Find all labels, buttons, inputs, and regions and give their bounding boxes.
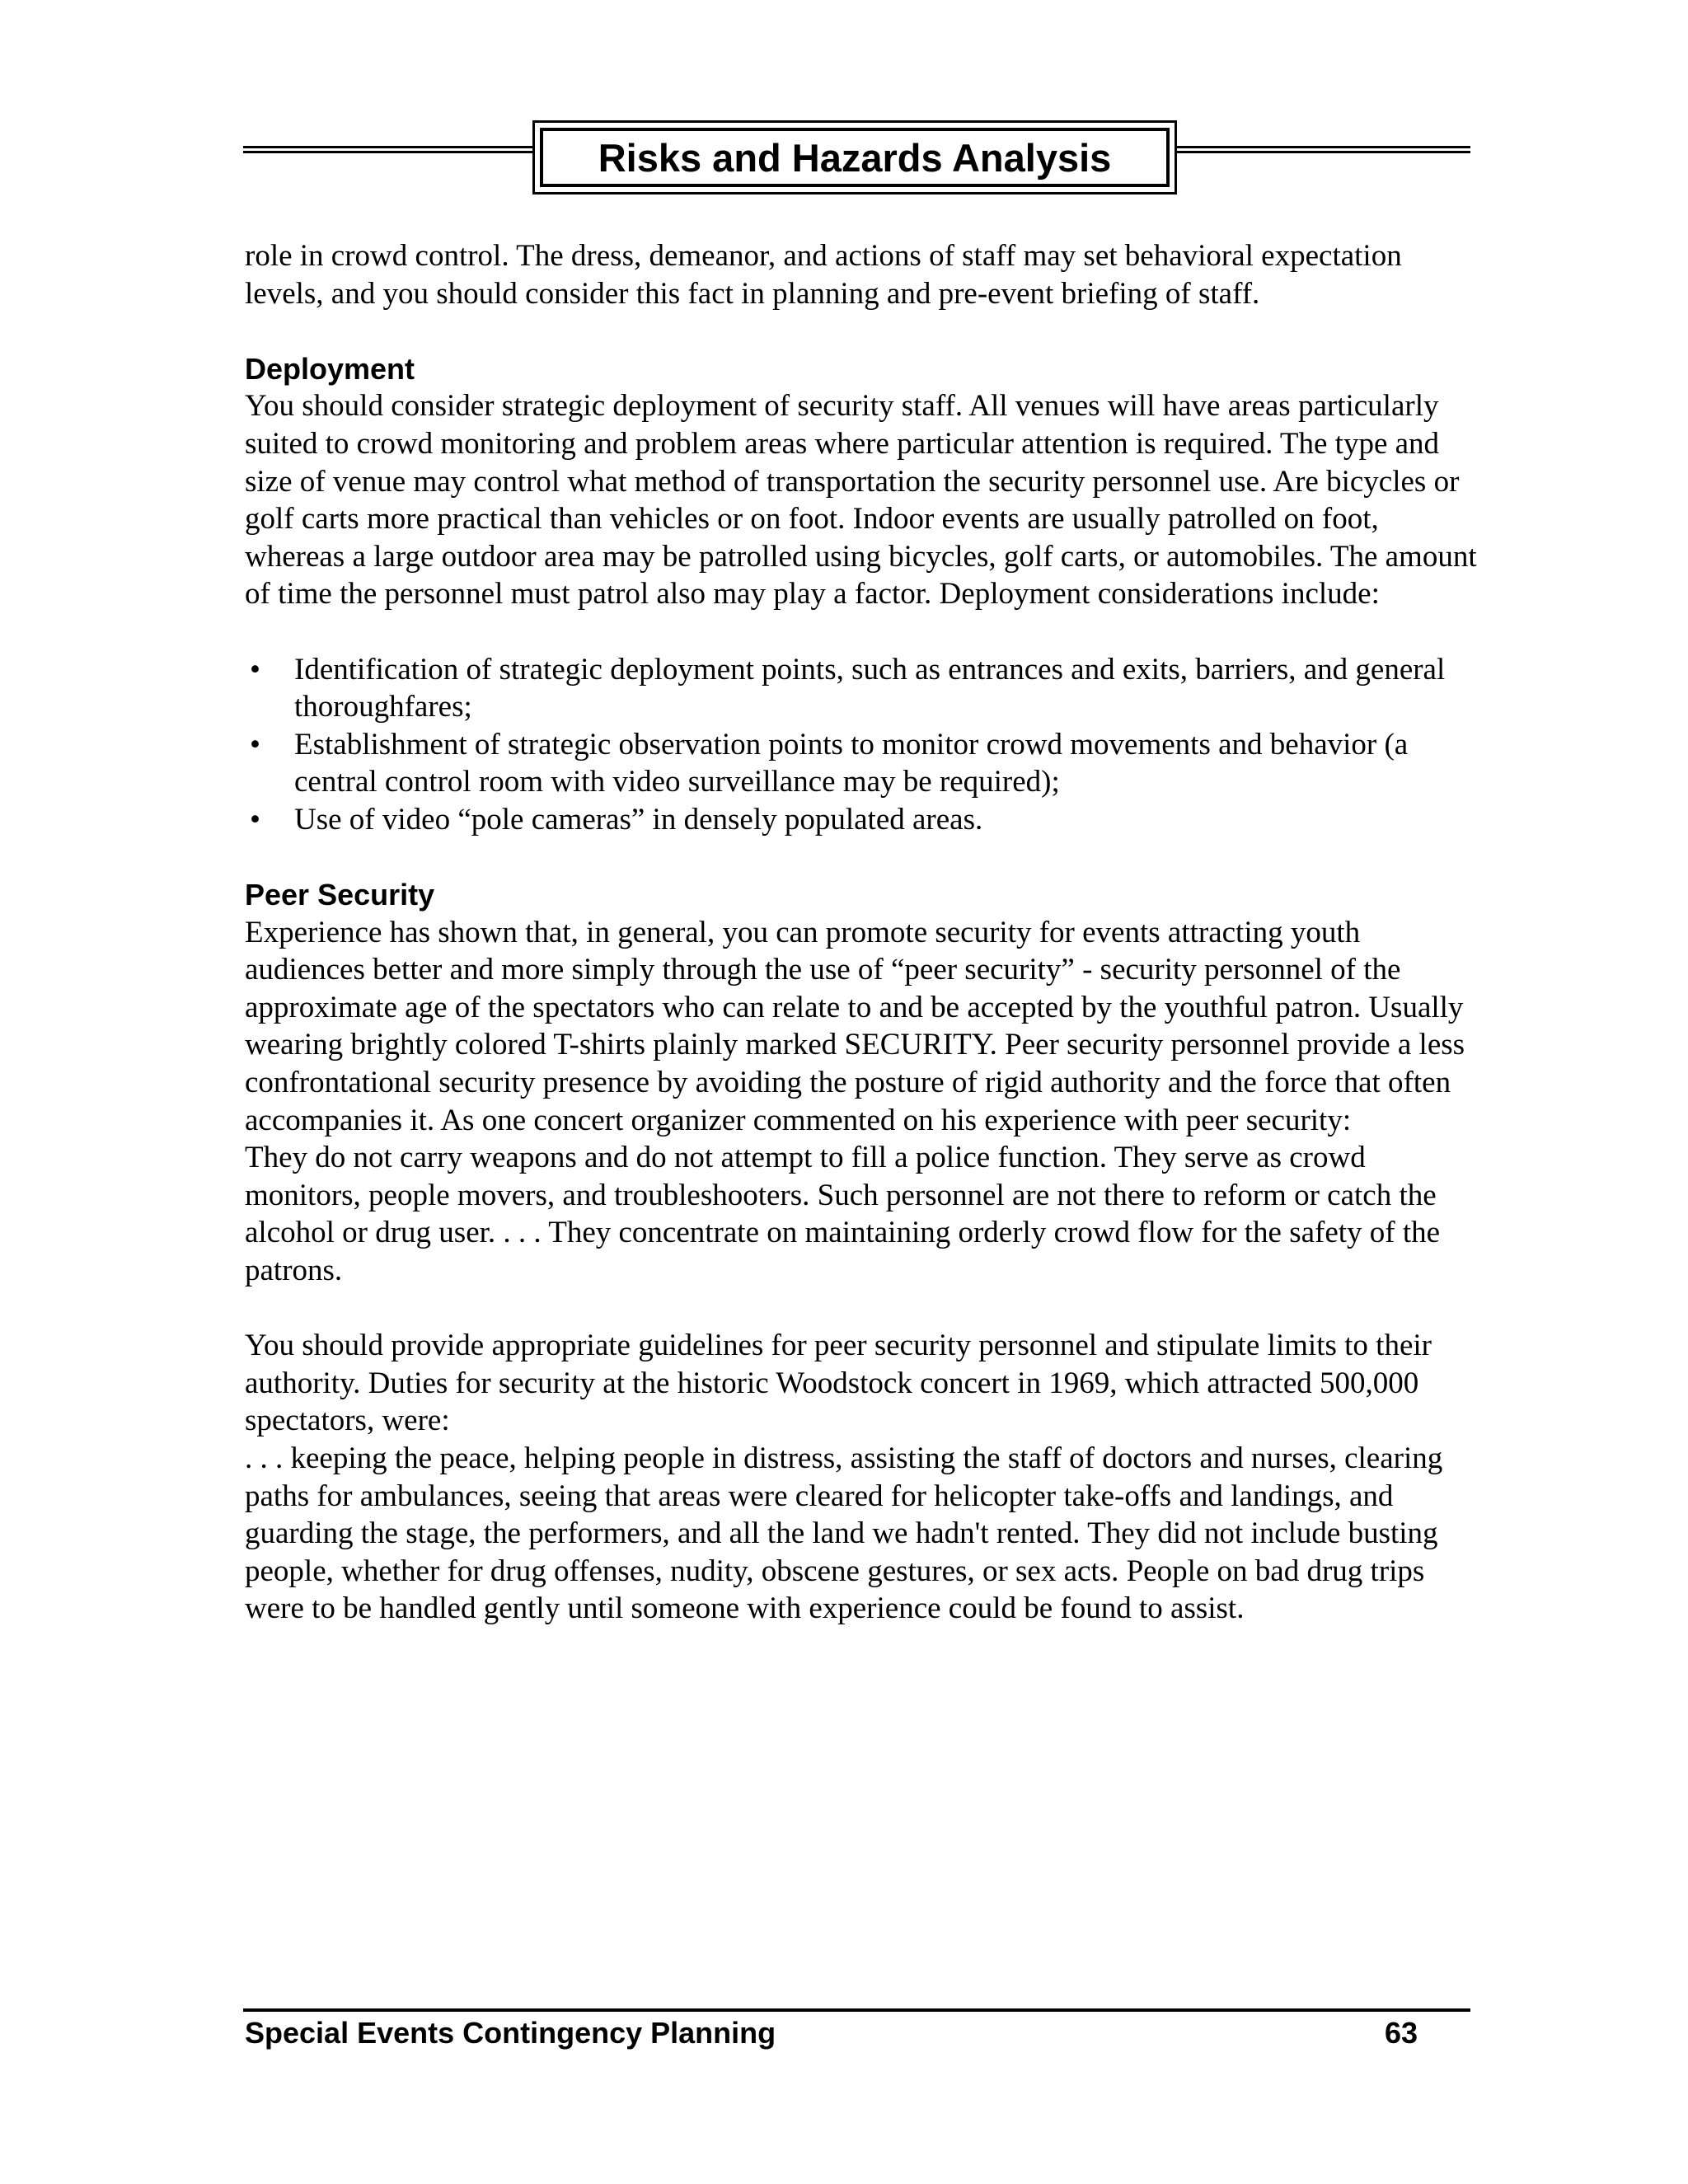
list-item-text: Use of video “pole cameras” in densely populated areas. [294,802,983,837]
bullet-icon: • [250,727,260,762]
list-item [245,726,1481,801]
page-number: 63 [1384,2016,1418,2050]
header-rule-right [1177,146,1470,153]
footer-title: Special Events Contingency Planning [245,2016,776,2050]
header-title-box [532,120,1177,194]
header-title-box-inner [540,128,1170,187]
bullet-icon: • [250,802,260,837]
peer-security-paragraph: Experience has shown that, in general, you can promote security for events attracting youth audiences better and more simply through the use of “peer security” - security personnel of the approximate age of the spectators who can relate to and be accepted by the youthful patron. Usually wearing brightly colored T-shirts plainly marked SECURITY. Peer security personnel provide a less confrontational security presence by avoiding the posture of rigid authority and the force that often accompanies it. As one concert organizer commented on his experience with peer security: [245,915,1465,1137]
page-header-title: Risks and Hazards Analysis [598,135,1112,180]
block-quote-woodstock: . . . keeping the peace, helping people in distress, assisting the staff of doctors and nurses, clearing paths for ambulances, seeing that areas were cleared for helicopter take-offs and landings, and guarding the stage, the performers, and all the land we hadn't rented. They did not include busting people, whether for drug offenses, nudity, obscene gestures, or sex acts. People on bad drug trips were to be handled gently until someone with experience could be found to assist. [245,1441,1443,1626]
list-item [245,651,1481,726]
deployment-bullet-list [245,651,1481,839]
page-content [245,237,1481,1628]
list-item-text: Establishment of strategic observation points to monitor crowd movements and behavior (a central control room with video surveillance may be required); [294,727,1409,799]
header-rule-left [243,146,533,153]
section-heading-deployment: Deployment [245,351,415,386]
bullet-icon: • [250,652,260,687]
footer-rule [243,2008,1470,2012]
intro-paragraph: role in crowd control. The dress, demeanor, and actions of staff may set behavioral expectation levels, and you should consider this fact in planning and pre-event briefing of staff. [245,239,1402,311]
peer-security-guidelines-paragraph: You should provide appropriate guidelines for peer security personnel and stipulate limits to their authority. Duties for security at the historic Woodstock concert in 1969, which attracted 500,000 spectators, were: [245,1329,1432,1438]
list-item-text: Identification of strategic deployment points, such as entrances and exits, barriers, and general thoroughfares; [294,652,1446,724]
deployment-paragraph: You should consider strategic deployment of security staff. All venues will have areas particularly suited to crowd monitoring and problem areas where particular attention is required. The type and size of venue may control what method of transportation the security personnel use. Are bicycles or golf carts more practical than vehicles or on foot. Indoor events are usually patrolled on foot, whereas a large outdoor area may be patrolled using bicycles, golf carts, or automobiles. The amount of time the personnel must patrol also may play a factor. Deployment considerations include: [245,389,1477,612]
section-heading-peer-security: Peer Security [245,878,435,912]
block-quote-organizer: They do not carry weapons and do not attempt to fill a police function. They serve as crowd monitors, people movers, and troubleshooters. Such personnel are not there to reform or catch the alcohol or drug user. . . . They concentrate on maintaining orderly crowd flow for the safety of the patrons. [245,1141,1441,1288]
list-item [245,801,1481,839]
